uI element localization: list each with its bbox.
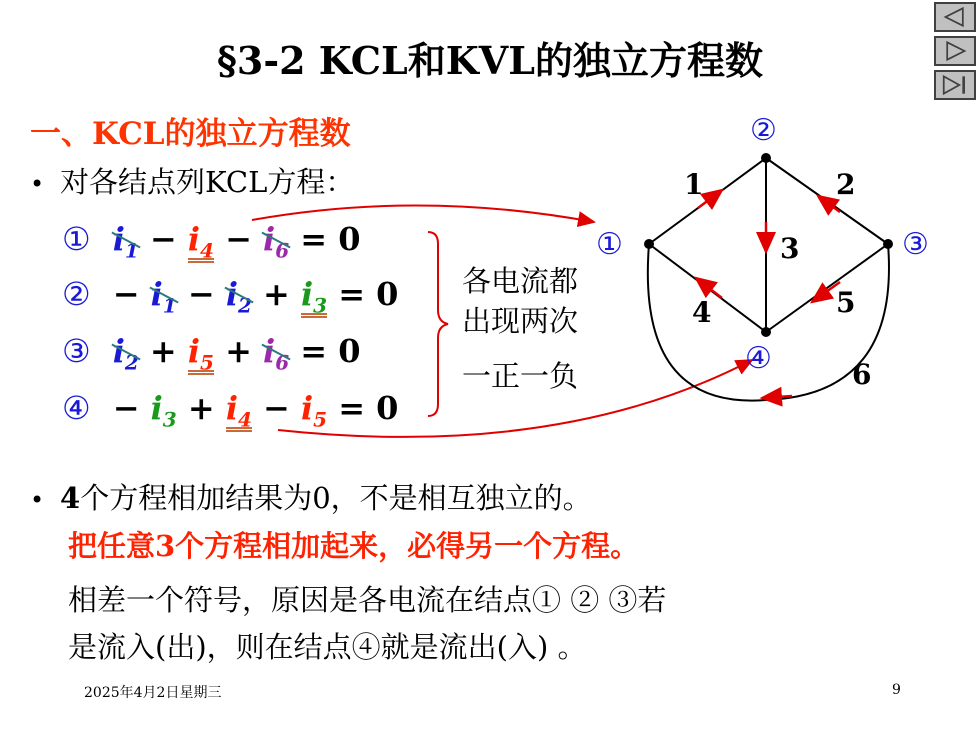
equation-number: ③ (62, 332, 91, 370)
bullet-sum-count: 4 (60, 481, 81, 515)
equation-rhs: = 0 (338, 275, 399, 313)
node-4-dot (761, 327, 771, 337)
equation-rhs: = 0 (338, 389, 399, 427)
footer-date: 2025年4月2日星期三 (84, 685, 222, 701)
current-symbol: i (300, 389, 314, 427)
equation-number: ④ (62, 389, 91, 427)
current-symbol: i (263, 332, 276, 370)
page-number: 9 (892, 682, 901, 698)
connector-arrow-node-1 (252, 205, 594, 222)
current-symbol: i (187, 332, 201, 370)
current-subscript: 6 (275, 238, 290, 263)
equation-rhs: = 0 (300, 332, 361, 370)
branch-label-2: 2 (836, 168, 856, 201)
slide-title: §3-2 KCL和KVL的独立方程数 (217, 38, 763, 83)
section-heading: 一、KCL的独立方程数 (30, 116, 351, 152)
current-symbol: i (187, 220, 201, 258)
bullet-dot: • (30, 170, 45, 198)
current-symbol: i (300, 275, 314, 313)
current-subscript: 3 (162, 407, 177, 432)
branch-label-6: 6 (852, 358, 872, 391)
bullet-text: 对各结点列KCL方程： (60, 165, 355, 199)
equation-operator: − (149, 220, 177, 258)
current-subscript: 2 (124, 350, 139, 375)
branch-label-4: 4 (692, 296, 712, 329)
equation-operator: + (263, 275, 290, 313)
current-symbol: i (150, 275, 163, 313)
current-subscript: 4 (200, 238, 214, 263)
current-subscript: 1 (124, 238, 139, 263)
node-label-1: ① (596, 227, 623, 262)
node-label-4: ④ (745, 341, 772, 376)
current-symbol: i (225, 275, 238, 313)
current-symbol: i (112, 220, 125, 258)
current-symbol: i (112, 332, 125, 370)
equation-operator: + (225, 332, 252, 370)
equation-number: ② (62, 275, 91, 313)
current-subscript: 6 (275, 350, 290, 375)
equation-operator: + (187, 389, 215, 427)
node-label-3: ③ (902, 227, 929, 262)
current-symbol: i (225, 389, 238, 427)
equation-rhs: = 0 (300, 220, 361, 258)
equation-operator: − (225, 220, 252, 258)
current-subscript: 1 (162, 293, 177, 318)
current-subscript: 3 (313, 293, 328, 318)
current-subscript: 5 (200, 350, 214, 375)
highlight-statement: 把任意3个方程相加起来，必得另一个方程。 (68, 529, 640, 563)
explanation-line-2: 是流入(出)，则在结点④就是流出(入) 。 (68, 630, 587, 664)
equation-operator: − (112, 389, 140, 427)
branch-label-3: 3 (780, 232, 800, 265)
current-subscript: 2 (237, 293, 252, 318)
node-label-2: ② (750, 113, 777, 148)
note-line-1: 各电流都 (462, 264, 579, 298)
equation-operator: − (187, 275, 215, 313)
bullet-dot: • (30, 486, 45, 514)
equation-operator: − (263, 389, 290, 427)
branch-label-1: 1 (684, 168, 704, 201)
note-line-2: 出现两次 (462, 304, 579, 338)
note-line-3: 一正一负 (462, 359, 579, 393)
equation-brace (428, 232, 448, 416)
bullet-sum-text: 个方程相加结果为0，不是相互独立的。 (80, 481, 592, 515)
equation-number: ① (62, 220, 91, 258)
equation-operator: + (149, 332, 177, 370)
node-1-dot (644, 239, 654, 249)
node-2-dot (761, 153, 771, 163)
connector-arrow-node-4 (278, 360, 752, 437)
equation-operator: − (112, 275, 140, 313)
current-subscript: 5 (313, 407, 328, 432)
explanation-line-1: 相差一个符号，原因是各电流在结点① ② ③若 (68, 583, 667, 617)
current-symbol: i (263, 220, 276, 258)
branch-4-arrow (696, 278, 722, 298)
current-symbol: i (150, 389, 163, 427)
current-subscript: 4 (237, 407, 252, 432)
branch-label-5: 5 (836, 286, 856, 319)
node-3-dot (883, 239, 893, 249)
